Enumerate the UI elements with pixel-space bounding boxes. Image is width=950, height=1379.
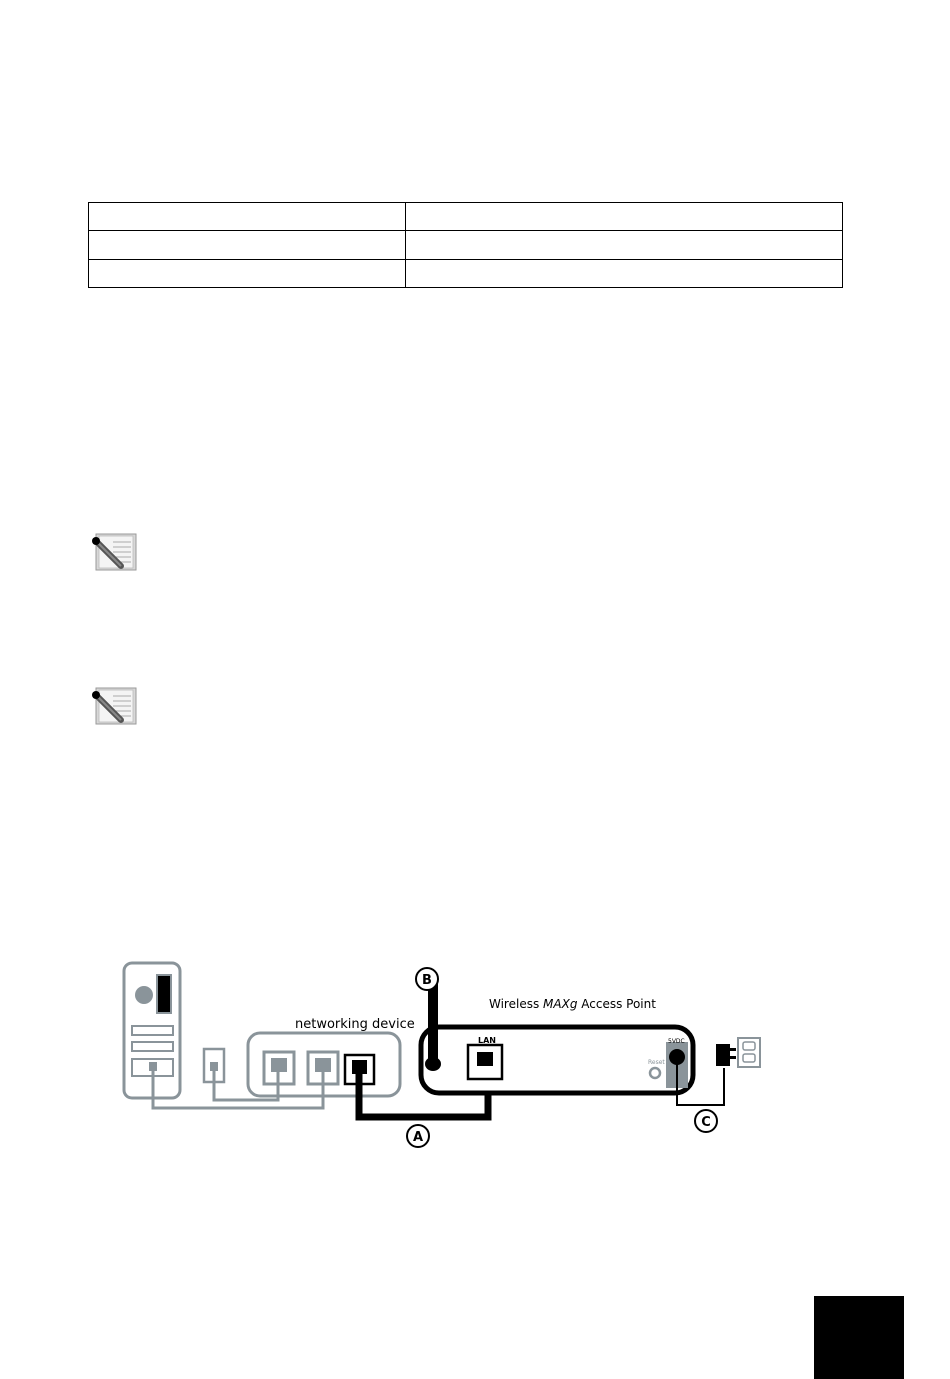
callout-a bbox=[407, 1125, 429, 1147]
note-pencil-icon bbox=[91, 532, 138, 572]
callout-b bbox=[416, 968, 438, 990]
table-cell bbox=[406, 231, 843, 259]
note-pencil-icon bbox=[91, 686, 138, 726]
access-point-label: Wireless MAXg Access Point bbox=[489, 997, 656, 1011]
table-row bbox=[89, 203, 843, 231]
svg-text:C: C bbox=[701, 1115, 711, 1130]
table-row bbox=[89, 231, 843, 259]
svg-text:B: B bbox=[422, 973, 432, 988]
table-cell bbox=[89, 203, 406, 231]
reset-label: Reset bbox=[648, 1059, 665, 1066]
lan-port-label: LAN bbox=[478, 1036, 496, 1045]
table-cell bbox=[89, 231, 406, 259]
svg-text:A: A bbox=[412, 1130, 424, 1145]
networking-device-label: networking device bbox=[295, 1017, 415, 1032]
table-cell bbox=[89, 259, 406, 287]
access-point-icon bbox=[421, 976, 693, 1093]
table-row bbox=[89, 259, 843, 287]
connection-diagram bbox=[118, 958, 778, 1158]
power-port-label: 5VDC bbox=[668, 1038, 685, 1045]
spec-table bbox=[88, 202, 843, 288]
table-cell bbox=[406, 259, 843, 287]
wall-outlet-icon bbox=[738, 1038, 760, 1067]
table-cell bbox=[406, 203, 843, 231]
callout-c bbox=[695, 1110, 717, 1132]
page-tab bbox=[814, 1296, 904, 1379]
power-adapter-icon bbox=[716, 1044, 736, 1066]
